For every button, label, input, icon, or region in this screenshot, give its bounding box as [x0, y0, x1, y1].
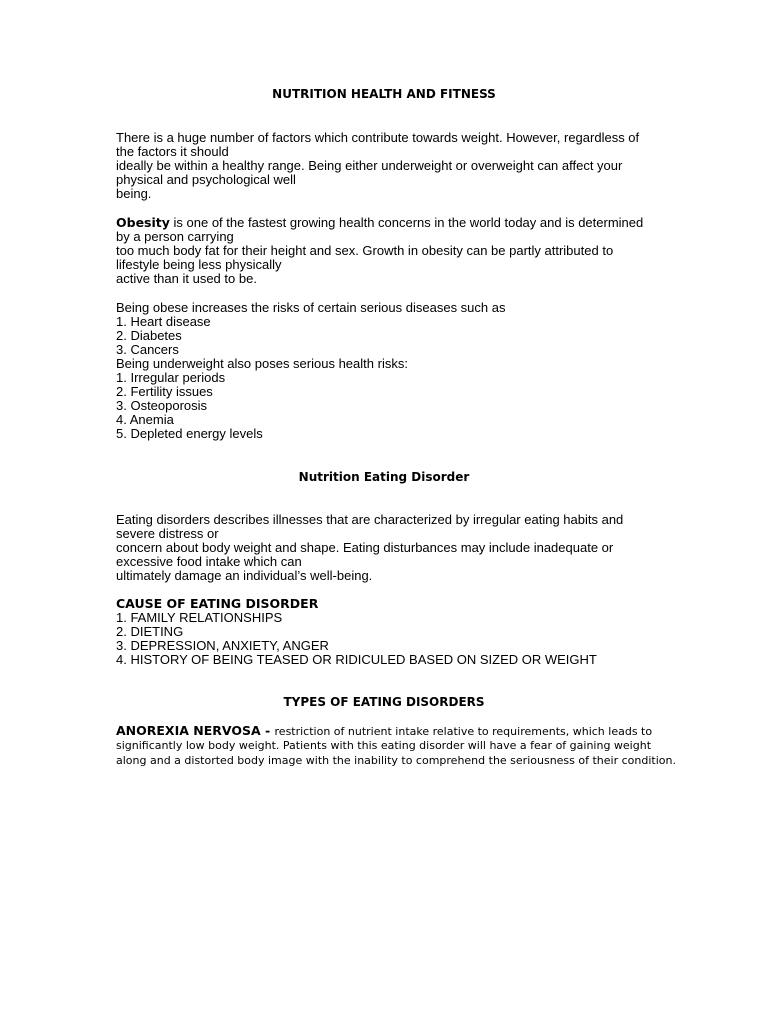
underweight-intro: Being underweight also poses serious health risks:	[116, 356, 408, 371]
section-heading-types: TYPES OF EATING DISORDERS	[283, 695, 485, 709]
section-heading-eating-disorder: Nutrition Eating Disorder	[298, 470, 470, 484]
list-item: 3. Cancers	[116, 342, 179, 357]
anorexia-term: ANOREXIA NERVOSA -	[116, 723, 275, 738]
paragraph-line: ultimately damage an individual’s well-being.	[116, 568, 373, 583]
list-item: 2. Diabetes	[116, 328, 182, 343]
paragraph-line: severe distress or	[116, 526, 219, 541]
paragraph-line	[116, 723, 676, 738]
obesity-term: Obesity	[116, 215, 170, 230]
intro-paragraph	[116, 131, 676, 201]
paragraph-line: lifestyle being less physically	[116, 257, 282, 272]
list-item: 3. Osteoporosis	[116, 398, 208, 413]
paragraph-line: active than it used to be.	[116, 271, 257, 286]
list-item: 4. Anemia	[116, 412, 174, 427]
list-item: 2. Fertility issues	[116, 384, 213, 399]
eating-disorder-paragraph	[116, 513, 676, 583]
list-item: 1. FAMILY RELATIONSHIPS	[116, 610, 283, 625]
paragraph-line: along and a distorted body image with the inability to comprehend the seriousness of their condition.	[116, 754, 676, 767]
risks-section	[116, 301, 676, 441]
paragraph-line: ideally be within a healthy range. Being either underweight or overweight can affect your	[116, 158, 623, 173]
anorexia-line1-text: restriction of nutrient intake relative to requirements, which leads to	[274, 725, 653, 738]
obesity-paragraph	[116, 216, 676, 286]
anorexia-paragraph	[116, 723, 676, 768]
causes-section	[116, 597, 676, 667]
list-item: 5. Depleted energy levels	[116, 426, 263, 441]
paragraph-line: excessive food intake which can	[116, 554, 302, 569]
paragraph-line: the factors it should	[116, 144, 229, 159]
causes-heading: CAUSE OF EATING DISORDER	[116, 596, 319, 611]
paragraph-line	[116, 216, 676, 230]
list-item: 3. DEPRESSION, ANXIETY, ANGER	[116, 638, 329, 653]
list-item: 1. Irregular periods	[116, 370, 226, 385]
paragraph-line: being.	[116, 186, 152, 201]
obesity-line1-text: is one of the fastest growing health concerns in the world today and is determined	[169, 215, 644, 230]
risks-intro: Being obese increases the risks of certain serious diseases such as	[116, 300, 506, 315]
paragraph-line: physical and psychological well	[116, 172, 296, 187]
paragraph-line: Eating disorders describes illnesses that are characterized by irregular eating habits and	[116, 512, 624, 527]
paragraph-line: There is a huge number of factors which contribute towards weight. However, regardless of	[116, 130, 640, 145]
list-item: 2. DIETING	[116, 624, 184, 639]
list-item: 1. Heart disease	[116, 314, 211, 329]
paragraph-line: too much body fat for their height and sex. Growth in obesity can be partly attributed to	[116, 243, 614, 258]
paragraph-line: significantly low body weight. Patients with this eating disorder will have a fear of gaining weight	[116, 739, 652, 752]
paragraph-line: concern about body weight and shape. Eating disturbances may include inadequate or	[116, 540, 614, 555]
page-title: NUTRITION HEALTH AND FITNESS	[272, 87, 496, 101]
paragraph-line: by a person carrying	[116, 229, 234, 244]
list-item: 4. HISTORY OF BEING TEASED OR RIDICULED BASED ON SIZED OR WEIGHT	[116, 652, 597, 667]
